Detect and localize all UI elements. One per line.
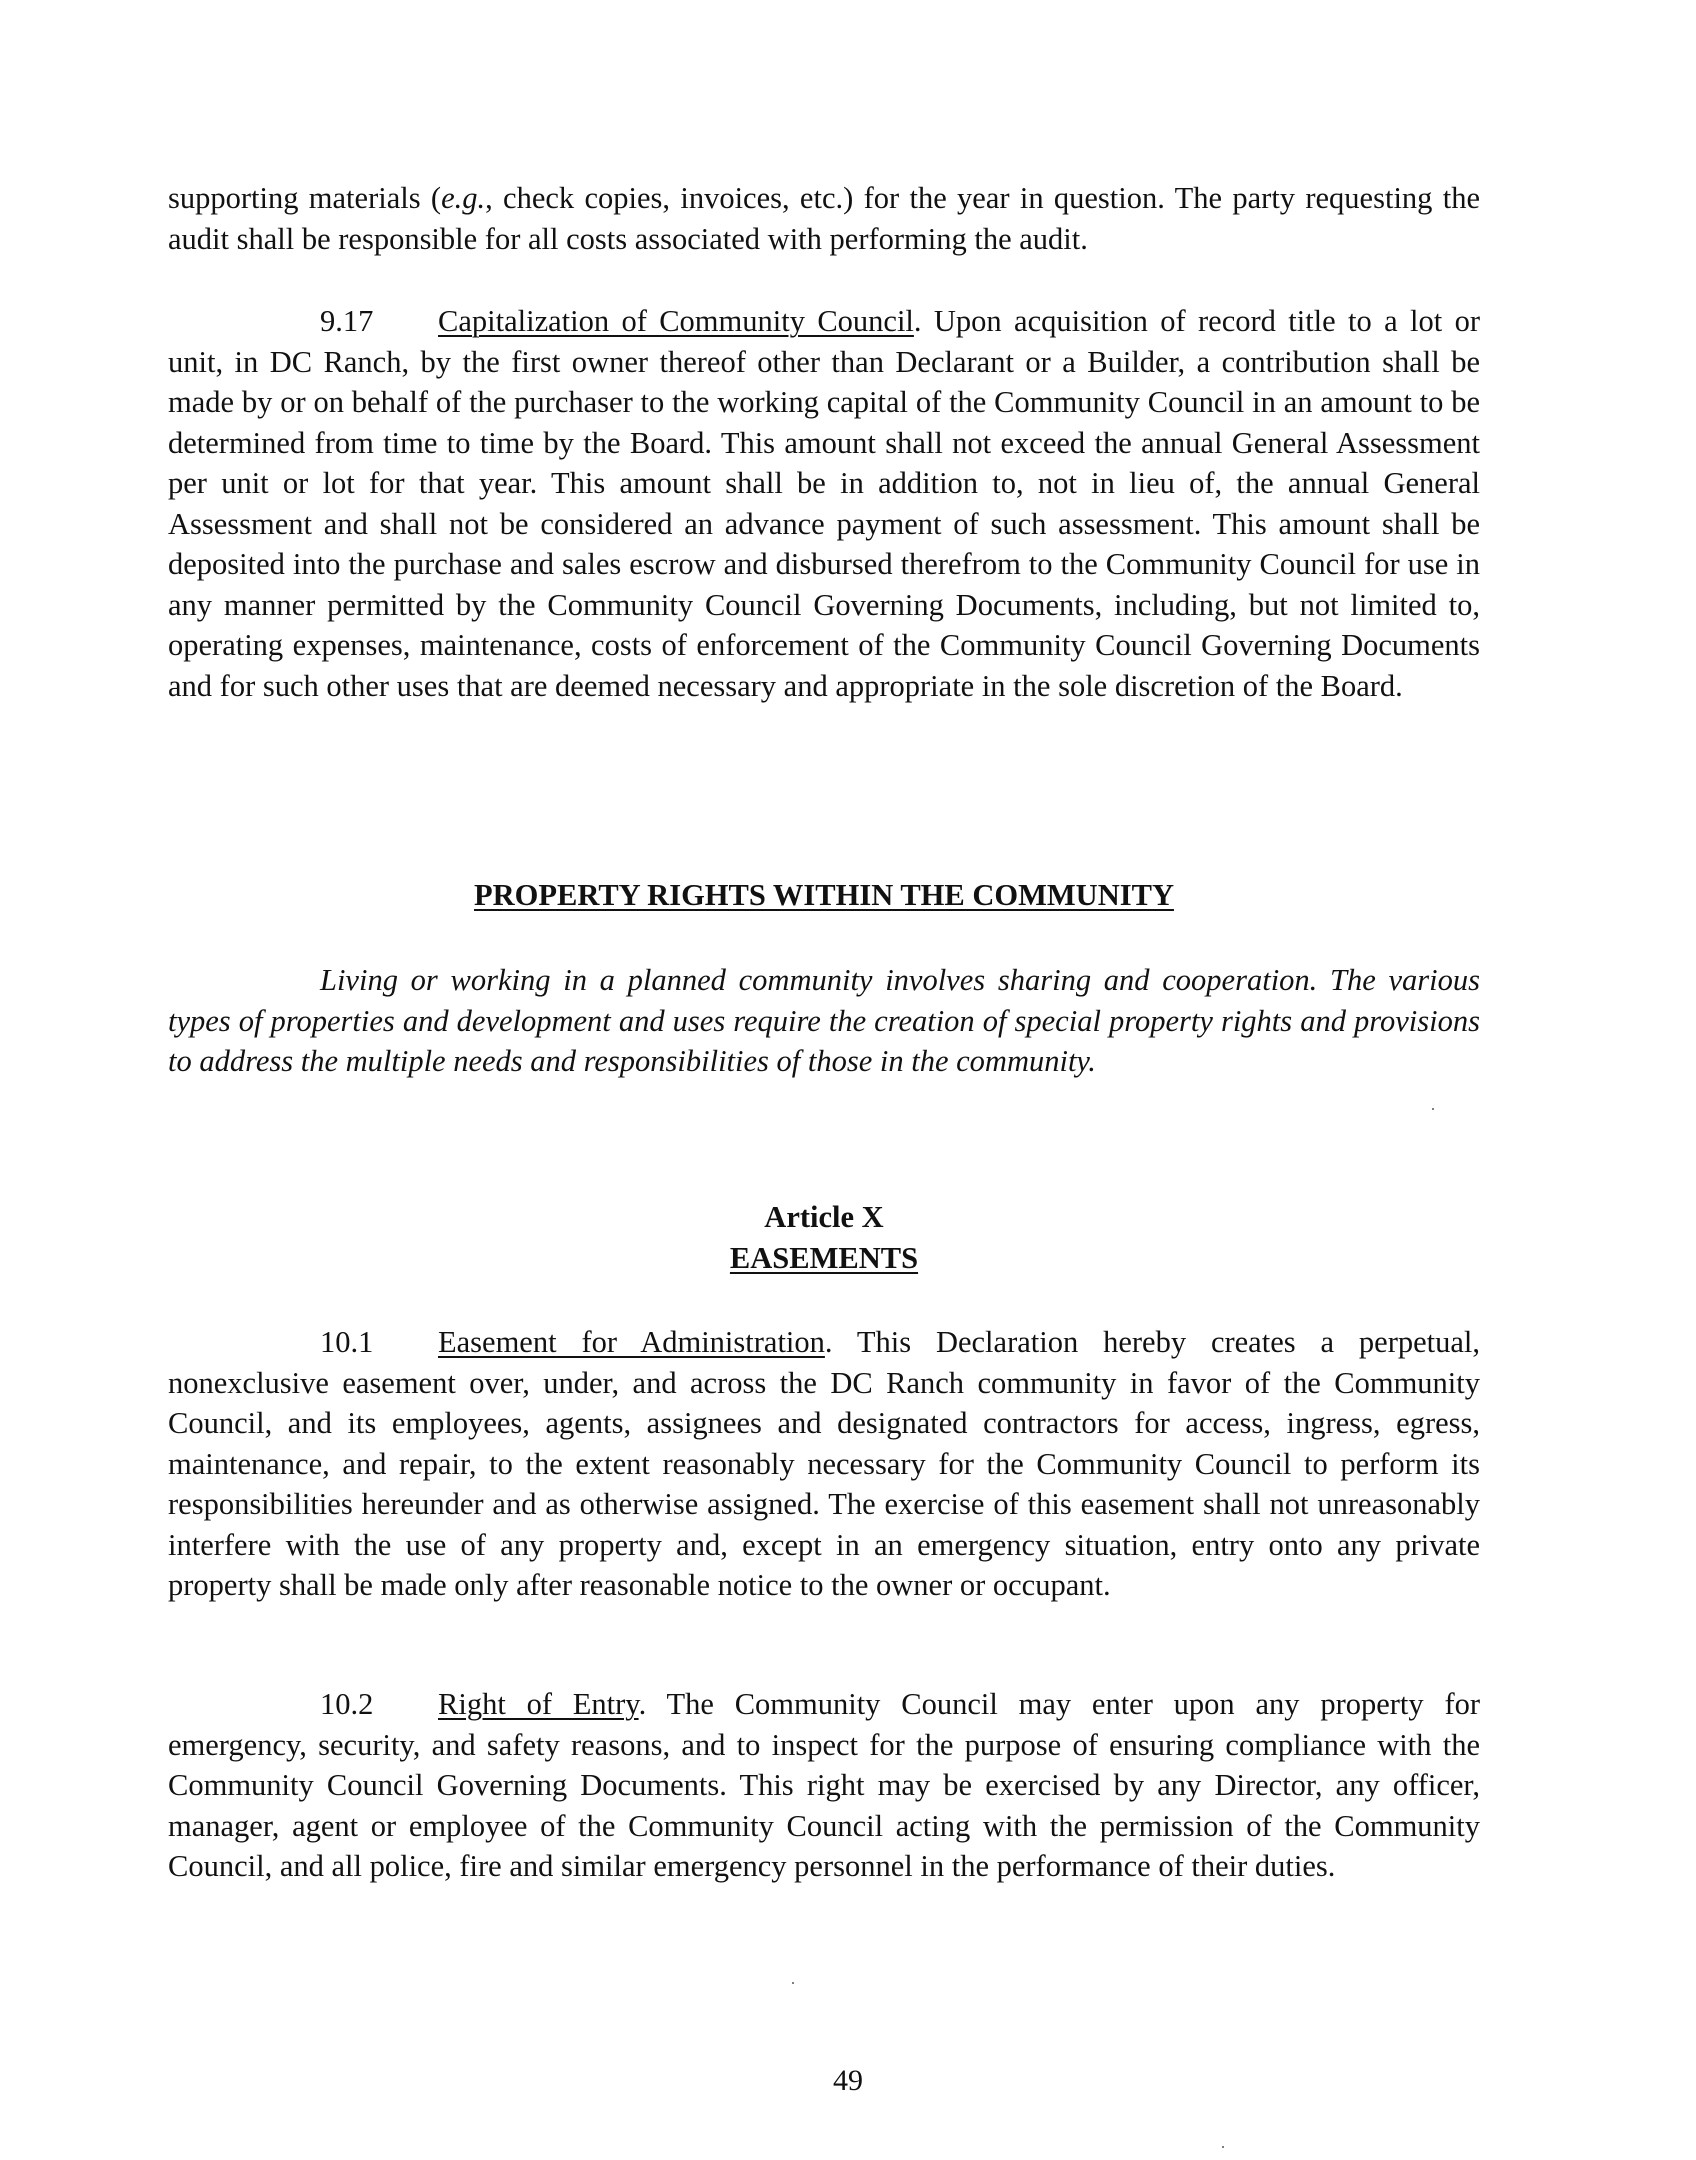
property-rights-intro: Living or working in a planned community involves sharing and cooperation. The various types of properties and development and uses require the creation of special property rights and provisions to address the multiple needs and responsibilities of those in the community. [168, 963, 1480, 1078]
article-title: EASEMENTS [729, 1241, 919, 1275]
intro-text-2: , check copies, invoices, etc.) for the year in question. The party requesting the audit shall be responsible for all costs associated with performing the audit. [168, 181, 1480, 256]
scan-speck [1432, 1108, 1434, 1110]
section-10-1-number: 10.1 [320, 1325, 374, 1359]
scan-speck [792, 1982, 794, 1984]
section-9-17-paragraph [168, 301, 1480, 706]
section-10-2-body: . The Community Council may enter upon any property for emergency, security, and safety reasons, and to inspect for the purpose of ensuring compliance with the Community Council Governing Documents. This right may be exercised by any Director, any officer, manager, agent or employee of the Community Council acting with the permission of the Community Council, and all police, fire and similar emergency personnel in the performance of their duties. [168, 1687, 1481, 1883]
section-9-17-number: 9.17 [320, 304, 374, 338]
section-9-17-heading: Capitalization of Community Council [438, 304, 914, 338]
intro-paragraph [168, 178, 1480, 259]
section-10-1-paragraph [168, 1322, 1480, 1606]
section-10-2-paragraph [168, 1684, 1480, 1887]
section-10-1-heading: Easement for Administration [438, 1325, 825, 1359]
section-9-17-body: . Upon acquisition of record title to a lot or unit, in DC Ranch, by the first owner thereof other than Declarant or a Builder, a contribution shall be made by or on behalf of the purchaser to the working capital of the Community Council in an amount to be determined from time to time by the Board. This amount shall not exceed the annual General Assessment per unit or lot for that year. This amount shall be in addition to, not in lieu of, the annual General Assessment and shall not be considered an advance payment of such assessment. This amount shall be deposited into the purchase and sales escrow and disbursed therefrom to the Community Council for use in any manner permitted by the Community Council Governing Documents, including, but not limited to, operating expenses, maintenance, costs of enforcement of the Community Council Governing Documents and for such other uses that are deemed necessary and appropriate in the sole discretion of the Board. [168, 304, 1480, 703]
intro-eg: e.g. [441, 181, 486, 215]
scan-speck [1222, 2146, 1224, 2148]
section-10-2-number: 10.2 [320, 1687, 374, 1721]
intro-text-1: supporting materials ( [168, 181, 442, 215]
article-number: Article X [764, 1200, 884, 1234]
section-10-2-heading: Right of Entry [438, 1687, 639, 1721]
section-10-1-body: . This Declaration hereby creates a perpetual, nonexclusive easement over, under, and across the DC Ranch community in favor of the Community Council, and its employees, agents, assignees and designated contractors for access, ingress, egress, maintenance, and repair, to the extent reasonably necessary for the Community Council to perform its responsibilities hereunder and as otherwise assigned. The exercise of this easement shall not unreasonably interfere with the use of any property and, except in an emergency situation, entry onto any private property shall be made only after reasonable notice to the owner or occupant. [168, 1325, 1480, 1602]
property-rights-heading: PROPERTY RIGHTS WITHIN THE COMMUNITY [474, 878, 1174, 912]
page-number: 49 [833, 2064, 863, 2097]
